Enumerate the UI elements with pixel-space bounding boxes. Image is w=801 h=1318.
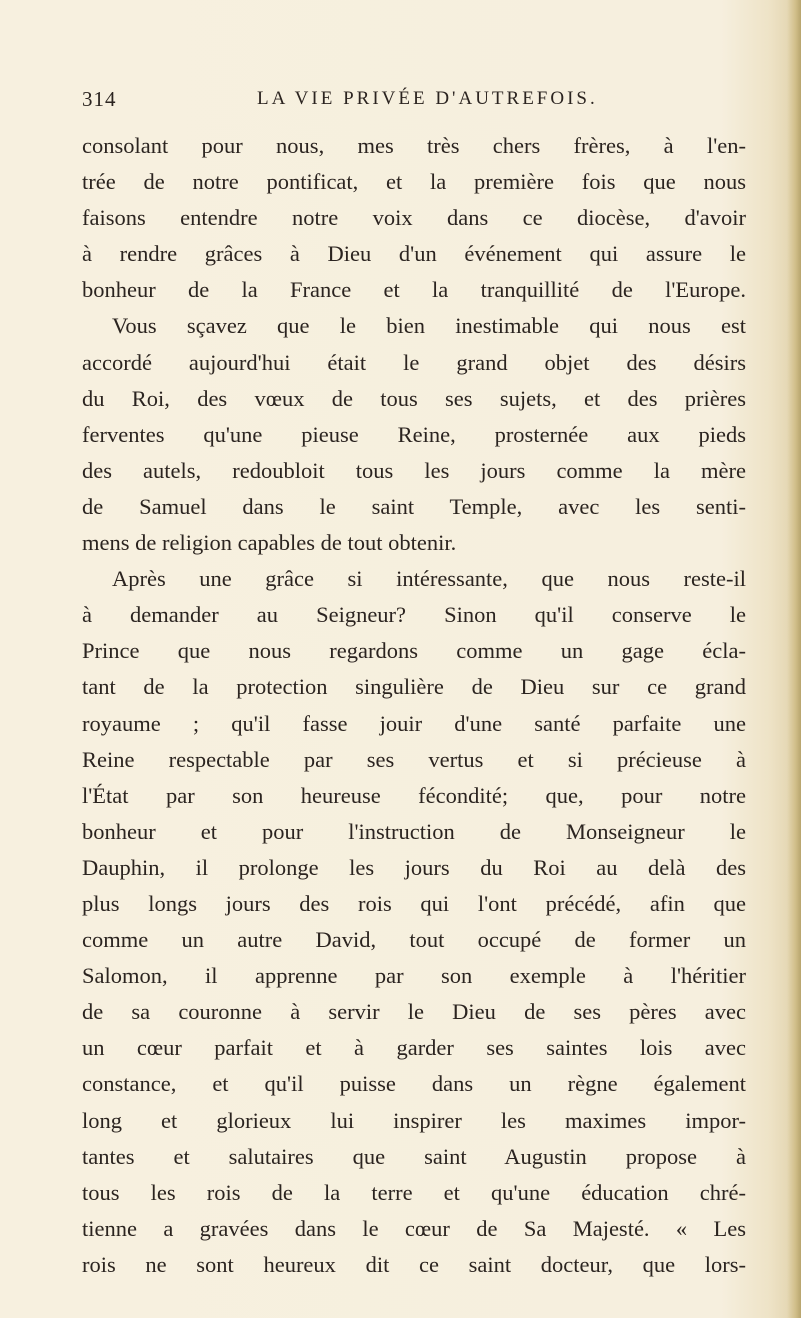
text-line: tous les rois de la terre et qu'une éducation chré- [82,1179,746,1205]
text-line: accordé aujourd'hui était le grand objet des désirs [82,349,746,375]
text-line: Salomon, il apprenne par son exemple à l'héritier [82,963,746,989]
text-line: comme un autre David, tout occupé de former un [82,927,746,953]
text-line: consolant pour nous, mes très chers frères, à l'en- [82,133,746,158]
text-line: tant de la protection singulière de Dieu sur ce grand [82,674,746,700]
text-line: Reine respectable par ses vertus et si précieuse à [82,746,746,772]
text-line: Après une grâce si intéressante, que nous reste-il [112,566,746,592]
text-line: Vous sçavez que le bien inestimable qui nous est [112,313,746,339]
text-line: l'État par son heureuse fécondité; que, pour notre [82,782,746,808]
running-title: LA VIE PRIVÉE D'AUTREFOIS. [257,88,598,109]
page-edge-shadow [787,0,801,1318]
text-line: Dauphin, il prolonge les jours du Roi au delà des [82,854,746,880]
text-line: de Samuel dans le saint Temple, avec les senti- [82,493,746,519]
text-line: de sa couronne à servir le Dieu de ses pères avec [82,999,746,1025]
text-line: trée de notre pontificat, et la première fois que nous [82,169,746,195]
text-line: plus longs jours des rois qui l'ont précédé, afin que [82,890,746,916]
text-line: tienne a gravées dans le cœur de Sa Majesté. « Les [82,1215,746,1241]
text-line: des autels, redoubloit tous les jours comme la mère [82,457,746,483]
text-line: du Roi, des vœux de tous ses sujets, et des prières [82,385,746,411]
text-line: ferventes qu'une pieuse Reine, prosternée aux pieds [82,421,746,447]
text-line: faisons entendre notre voix dans ce diocèse, d'avoir [82,205,746,231]
text-line: royaume ; qu'il fasse jouir d'une santé parfaite une [82,710,746,736]
text-line: rois ne sont heureux dit ce saint docteur, que lors- [82,1251,746,1277]
text-line: mens de religion capables de tout obtenir. [82,530,457,556]
text-line: un cœur parfait et à garder ses saintes lois avec [82,1035,746,1061]
running-head [0,84,801,114]
text-line: à rendre grâces à Dieu d'un événement qui assure le [82,241,746,267]
text-line: à demander au Seigneur? Sinon qu'il conserve le [82,602,746,628]
text-line: bonheur et pour l'instruction de Monseigneur le [82,818,746,844]
text-line: tantes et salutaires que saint Augustin propose à [82,1143,746,1169]
page-number: 314 [82,87,117,111]
text-line: long et glorieux lui inspirer les maximes impor- [82,1107,746,1133]
text-line: constance, et qu'il puisse dans un règne également [82,1071,746,1097]
body-text [82,128,746,1283]
text-line: Prince que nous regardons comme un gage écla- [82,638,746,664]
text-line: bonheur de la France et la tranquillité de l'Europe. [82,277,746,303]
